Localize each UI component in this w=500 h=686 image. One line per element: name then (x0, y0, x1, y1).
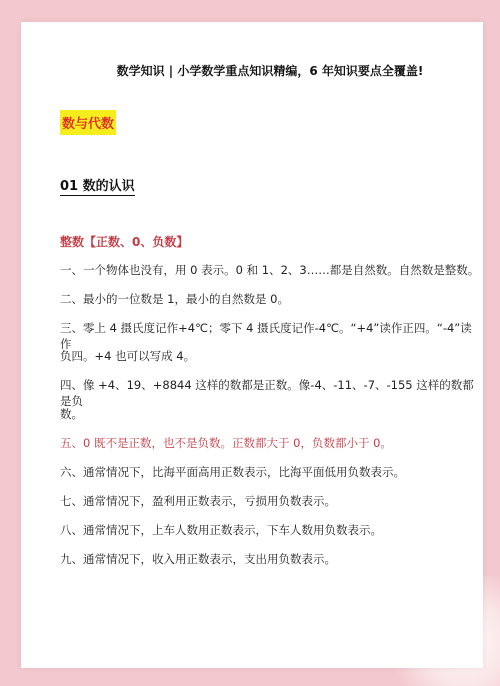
paragraph-line-4-cont: 数。 (60, 407, 83, 421)
paragraph-line-6: 六、通常情况下，比海平面高用正数表示，比海平面低用负数表示。 (60, 465, 405, 479)
paragraph-line-4: 四、像 +4、19、+8844 这样的数都是正数。像-4、-11、-7、-155 这样的数都是负 (60, 378, 474, 408)
topic-heading: 整数【正数、0、负数】 (60, 235, 189, 249)
paragraph-line-2: 二、最小的一位数是 1，最小的自然数是 0。 (60, 292, 289, 306)
paragraph-line-1: 一、一个物体也没有，用 0 表示。0 和 1、2、3……都是自然数。自然数是整数。 (60, 263, 480, 277)
paragraph-line-8: 八、通常情况下，上车人数用正数表示，下车人数用负数表示。 (60, 523, 382, 537)
subsection-heading: 01 数的认识 (60, 175, 135, 196)
paragraph-line-9: 九、通常情况下，收入用正数表示，支出用负数表示。 (60, 552, 336, 566)
paragraph-line-3-cont: 负四。+4 也可以写成 4。 (60, 349, 196, 363)
paragraph-line-5: 五、0 既不是正数，也不是负数。正数都大于 0，负数都小于 0。 (60, 436, 392, 450)
document-page (21, 22, 483, 668)
page-title: 数学知识 | 小学数学重点知识精编，6 年知识要点全覆盖! (116, 64, 424, 78)
section-heading: 数与代数 (60, 110, 116, 135)
paragraph-line-7: 七、通常情况下，盈利用正数表示，亏损用负数表示。 (60, 494, 336, 508)
paragraph-line-3: 三、零上 4 摄氏度记作+4℃；零下 4 摄氏度记作-4℃。“+4”读作正四。“-4”读作 (60, 321, 472, 351)
